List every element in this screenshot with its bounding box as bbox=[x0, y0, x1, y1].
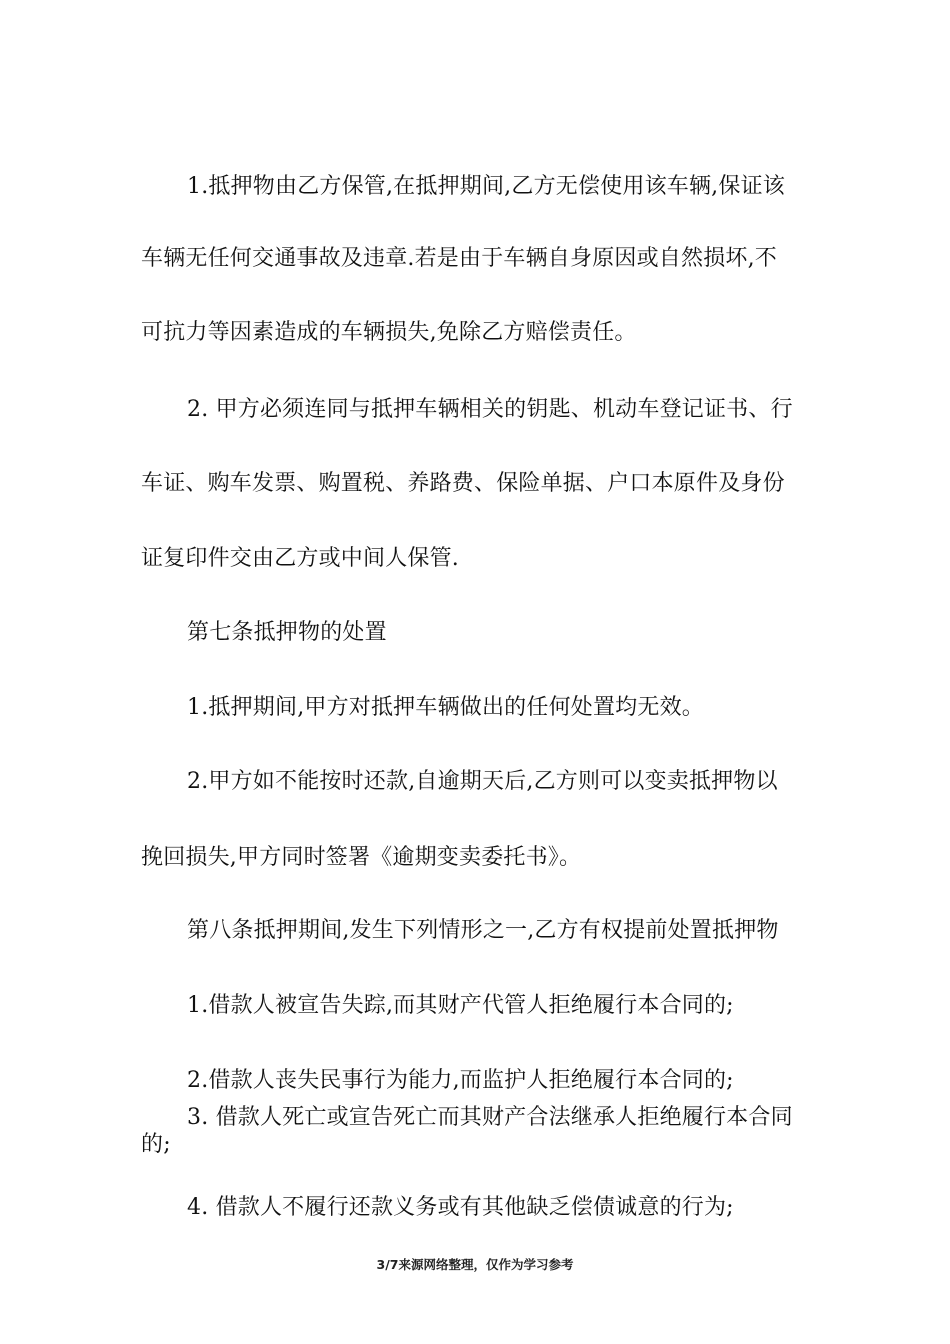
paragraph-line: 2.甲方如不能按时还款,自逾期天后,乙方则可以变卖抵押物以 bbox=[187, 769, 778, 794]
paragraph-line: 的; bbox=[141, 1132, 171, 1157]
paragraph-line: 1.抵押物由乙方保管,在抵押期间,乙方无偿使用该车辆,保证该 bbox=[187, 174, 785, 199]
paragraph-line: 可抗力等因素造成的车辆损失,免除乙方赔偿责任。 bbox=[141, 320, 637, 345]
paragraph-line: 4. 借款人不履行还款义务或有其他缺乏偿债诚意的行为; bbox=[187, 1195, 734, 1220]
paragraph-line: 2. 甲方必须连同与抵押车辆相关的钥匙、机动车登记证书、行 bbox=[187, 397, 793, 422]
paragraph-line: 挽回损失,甲方同时签署《逾期变卖委托书》。 bbox=[141, 845, 582, 870]
section-heading: 第七条抵押物的处置 bbox=[187, 620, 387, 645]
page-footer: 3/7来源网络整理，仅作为学习参考 bbox=[376, 1257, 574, 1272]
paragraph-line: 3. 借款人死亡或宣告死亡而其财产合法继承人拒绝履行本合同 bbox=[187, 1105, 793, 1130]
section-heading: 第八条抵押期间,发生下列情形之一,乙方有权提前处置抵押物 bbox=[187, 918, 779, 943]
paragraph-line: 2.借款人丧失民事行为能力,而监护人拒绝履行本合同的; bbox=[187, 1068, 734, 1093]
paragraph-line: 证复印件交由乙方或中间人保管. bbox=[141, 546, 459, 571]
paragraph-line: 车证、购车发票、购置税、养路费、保险单据、户口本原件及身份 bbox=[141, 471, 785, 496]
paragraph-line: 1.抵押期间,甲方对抵押车辆做出的任何处置均无效。 bbox=[187, 695, 704, 720]
paragraph-line: 1.借款人被宣告失踪,而其财产代管人拒绝履行本合同的; bbox=[187, 993, 734, 1018]
paragraph-line: 车辆无任何交通事故及违章.若是由于车辆自身原因或自然损坏,不 bbox=[141, 246, 777, 271]
